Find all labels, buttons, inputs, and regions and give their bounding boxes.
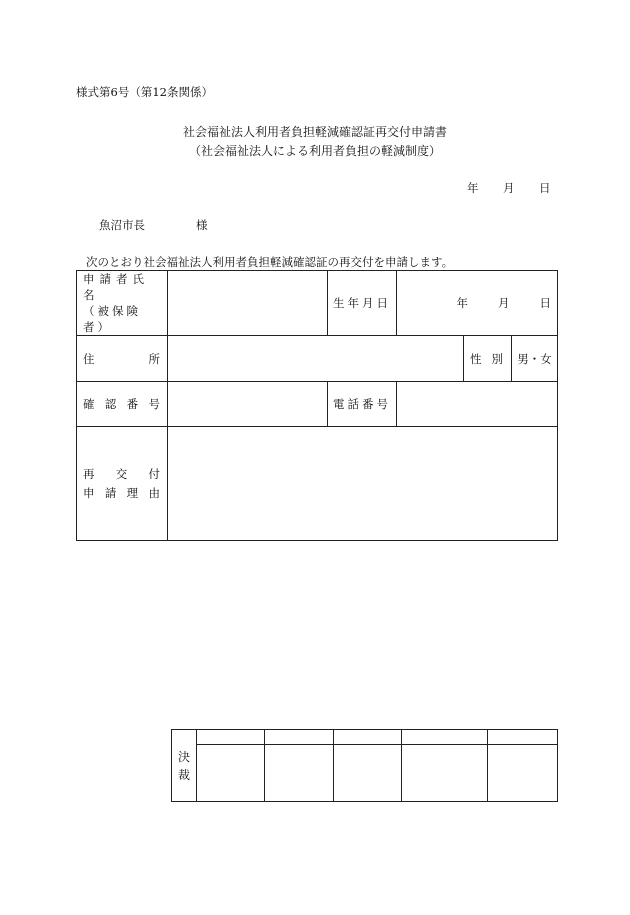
gender-label-a: 性	[470, 351, 482, 366]
reason-label-cell	[77, 427, 168, 541]
addressee-honorific: 様	[196, 218, 208, 232]
reason-label-char: 理	[126, 486, 139, 500]
approval-header-row	[172, 730, 558, 745]
reason-label-char: 申	[83, 486, 95, 500]
birthdate-label-cell	[328, 271, 397, 336]
applicant-label-line1: 申請者氏名	[83, 272, 149, 302]
phone-label: 電話番号	[333, 397, 391, 411]
reason-label-char: 請	[104, 486, 117, 500]
reason-label-char: 由	[148, 486, 160, 500]
approval-title-cell[interactable]	[265, 730, 334, 745]
date-month-label: 月	[503, 181, 515, 195]
confirmation-row	[77, 382, 558, 427]
applicant-row	[77, 271, 558, 336]
confirmation-label-cell	[77, 382, 168, 427]
confirmation-label-char: 号	[148, 397, 160, 411]
gender-options: 男・女	[517, 351, 552, 366]
addressee-name: 魚沼市長	[99, 218, 145, 232]
applicant-label-1	[77, 271, 167, 303]
address-label-a: 住	[83, 351, 95, 366]
approval-title-cell[interactable]	[488, 730, 558, 745]
address-label-b: 所	[148, 351, 160, 366]
approval-title-cell[interactable]	[402, 730, 488, 745]
form-title: 社会福祉法人利用者負担軽減確認証再交付申請書	[182, 125, 447, 139]
approval-label-2: 裁	[177, 767, 190, 782]
date-year-label: 年	[467, 181, 479, 195]
applicant-label-line2: （被保険者）	[83, 304, 141, 334]
approval-title-cell[interactable]	[334, 730, 402, 745]
gender-field[interactable]	[512, 336, 558, 382]
gender-label-cell	[464, 336, 512, 382]
phone-number-field[interactable]	[397, 382, 558, 427]
confirmation-number-field[interactable]	[168, 382, 328, 427]
confirmation-label-char: 認	[104, 397, 117, 411]
address-field[interactable]	[168, 336, 464, 382]
approval-stamp-row	[172, 745, 558, 802]
approval-stamp-cell[interactable]	[402, 745, 488, 802]
gender-label-b: 別	[491, 351, 503, 366]
approval-title-cell[interactable]	[197, 730, 265, 745]
confirmation-label-char: 確	[83, 397, 95, 411]
date-day-label: 日	[539, 181, 551, 195]
birthdate-label: 生年月日	[333, 296, 391, 310]
address-row	[77, 336, 558, 382]
confirmation-label-char: 番	[126, 397, 139, 411]
approval-stamp-cell[interactable]	[197, 745, 265, 802]
birthdate-field[interactable]	[397, 271, 558, 336]
applicant-label-2	[77, 303, 167, 335]
approval-stamp-cell[interactable]	[334, 745, 402, 802]
form-subtitle: （社会福祉法人による利用者負担の軽減制度）	[188, 144, 441, 158]
reason-field[interactable]	[168, 427, 558, 541]
approval-stamp-cell[interactable]	[488, 745, 558, 802]
approval-label-cell	[172, 730, 197, 802]
birthdate-units	[397, 295, 557, 311]
approval-label-1: 決	[177, 749, 190, 764]
approval-stamp-cell[interactable]	[265, 745, 334, 802]
applicant-label-cell	[77, 271, 168, 336]
approval-box	[171, 729, 558, 802]
form-number: 様式第6号（第12条関係）	[76, 85, 213, 99]
applicant-name-field[interactable]	[168, 271, 328, 336]
reason-label-char: 交	[115, 467, 128, 481]
application-form-table	[76, 270, 558, 541]
birthdate-year-label: 年	[456, 296, 469, 310]
birthdate-month-label: 月	[498, 296, 510, 310]
reason-row	[77, 427, 558, 541]
reason-label-char: 再	[83, 467, 95, 481]
address-label-cell	[77, 336, 168, 382]
reason-label-char: 付	[148, 467, 160, 481]
intro-text: 次のとおり社会福祉法人利用者負担軽減確認証の再交付を申請します。	[86, 255, 454, 269]
birthdate-day-label: 日	[539, 296, 552, 310]
phone-label-cell	[328, 382, 397, 427]
